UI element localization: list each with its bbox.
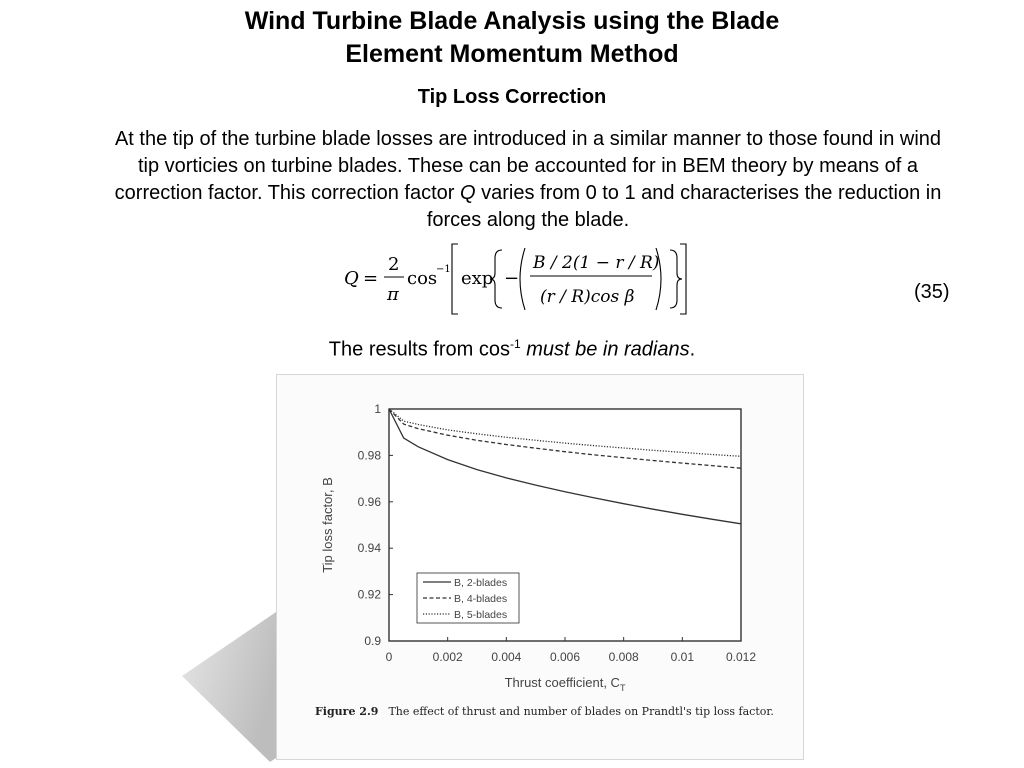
chart-legend bbox=[417, 573, 519, 623]
note-emphasis: must be in radians bbox=[526, 338, 690, 361]
x-tick-label: 0.008 bbox=[608, 650, 639, 664]
x-tick-label: 0.004 bbox=[491, 650, 522, 664]
x-tick-label: 0.012 bbox=[725, 650, 757, 664]
eq-num: 2 bbox=[388, 254, 400, 275]
y-tick-label: 0.94 bbox=[357, 541, 381, 556]
tip-loss-chart bbox=[277, 375, 803, 759]
title-line-1: Wind Turbine Blade Analysis using the Blade bbox=[244, 7, 780, 35]
paragraph-text-2: varies from 0 to 1 and characterises the reduction in forces along the blade. bbox=[426, 182, 942, 231]
paragraph-text-1: At the tip of the turbine blade losses are introduced in a similar manner to those found in wind tip vorticies on turbine blades. These can be accounted for in BEM theory by means of a correction factor. This correction factor bbox=[114, 128, 942, 204]
paragraph-variable: Q bbox=[459, 182, 476, 204]
eq-denominator: (r / R)cos β bbox=[540, 287, 635, 307]
eq-numerator: B / 2(1 − r / R) bbox=[533, 253, 660, 273]
caption-label: Figure 2.9 bbox=[315, 705, 379, 718]
y-tick-label: 0.98 bbox=[357, 448, 381, 463]
eq-minus: − bbox=[504, 268, 520, 289]
note-suffix: . bbox=[689, 338, 696, 361]
x-tick-label: 0.002 bbox=[432, 650, 463, 664]
legend-label-5-blades: B, 5-blades bbox=[454, 609, 508, 621]
eq-lhs: Q bbox=[344, 268, 359, 289]
y-tick-label: 0.9 bbox=[364, 634, 381, 648]
equation-number: (35) bbox=[914, 281, 950, 303]
y-axis-title: Tip loss factor, B bbox=[320, 477, 335, 573]
eq-cos: cos bbox=[407, 268, 438, 289]
eq-cos-sup: −1 bbox=[436, 264, 451, 275]
x-axis-title: Thrust coefficient, $C_T$ bbox=[504, 675, 626, 693]
y-tick-label: 0.96 bbox=[357, 494, 381, 509]
eq-den: π bbox=[387, 284, 399, 305]
x-tick-label: 0 bbox=[385, 650, 393, 664]
note-superscript: -1 bbox=[509, 337, 521, 351]
caption-text: The effect of thrust and number of blades on Prandtl's tip loss factor. bbox=[388, 705, 774, 718]
y-tick-label: 0.92 bbox=[357, 587, 381, 602]
x-tick-label: 0.01 bbox=[670, 650, 695, 664]
section-subtitle: Tip Loss Correction bbox=[417, 86, 607, 108]
legend-label-2-blades: B, 2-blades bbox=[454, 577, 508, 589]
figure-panel bbox=[276, 374, 804, 760]
note-prefix: The results from cos bbox=[328, 338, 510, 361]
eq-equals: = bbox=[363, 268, 379, 289]
eq-exp: exp bbox=[461, 268, 494, 289]
legend-label-4-blades: B, 4-blades bbox=[454, 593, 508, 605]
figure-caption bbox=[315, 705, 774, 718]
y-tick-label: 1 bbox=[374, 402, 381, 416]
x-tick-label: 0.006 bbox=[549, 650, 581, 664]
title-line-2: Element Momentum Method bbox=[345, 40, 679, 68]
